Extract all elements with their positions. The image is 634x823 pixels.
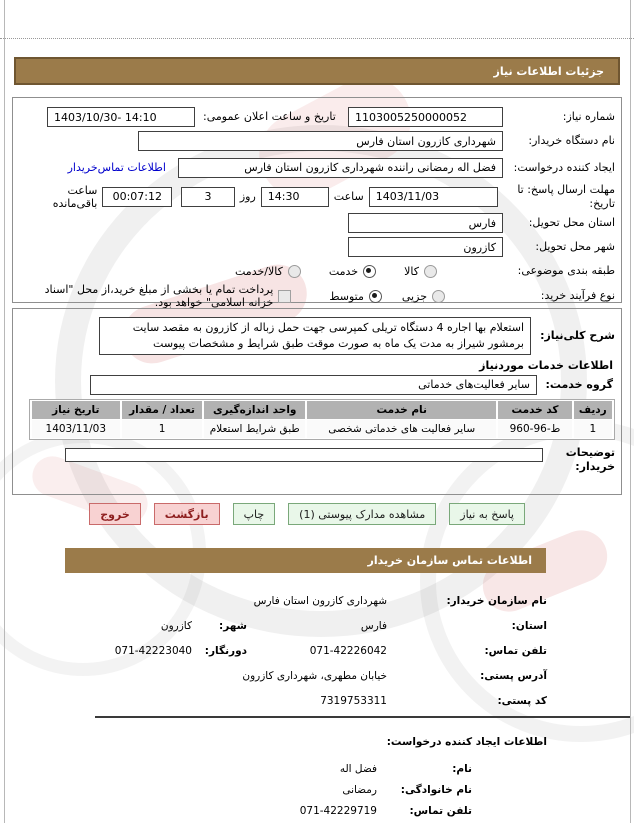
deadline-label: مهلت ارسال پاسخ: تا تاریخ: [517,182,615,210]
services-section [12,308,622,495]
col-need-date: تاریخ نیاز [32,401,120,419]
last-name-label: نام خانوادگی: [400,783,472,796]
announce-datetime-label: تاریخ و ساعت اعلان عمومی: [203,110,336,124]
services-table-header-row [32,401,612,419]
deadline-date-field[interactable]: 1403/11/03 [369,187,498,207]
delivery-province-field[interactable]: فارس [348,213,503,233]
radio-service-icon[interactable] [363,265,376,278]
buyer-org-label: نام دستگاه خریدار: [528,134,615,148]
need-number-label: شماره نیاز: [562,110,615,124]
row-delivery-city [27,235,615,259]
row-address [12,663,622,688]
subject-class-option-service[interactable]: خدمت [329,265,376,278]
cell-row-number: 1 [574,420,612,438]
col-service-name: نام خدمت [307,401,496,419]
address-value: خیابان مطهری، شهرداری کازرون [242,669,387,682]
deadline-hour-label: ساعت [333,190,364,203]
city-label: شهر: [219,619,247,632]
org-name-label: نام سازمان خریدار: [446,594,547,607]
col-unit: واحد اندازه‌گیری [204,401,305,419]
row-postal-code [12,688,622,713]
buyer-notes-label: توضیحات خریدار: [565,445,615,474]
delivery-city-label: شهر محل تحویل: [535,240,615,254]
fax-value: 071-42223040 [114,644,192,657]
action-buttons [100,503,525,525]
need-number-field[interactable]: 1103005250000052 [348,107,503,127]
radio-goods-service-icon[interactable] [288,265,301,278]
postal-code-label: کد پستی: [497,694,547,707]
top-dotted-separator [0,38,634,39]
province-label: استان: [511,619,547,632]
row-first-name [12,758,622,779]
row-buyer-org [27,129,615,153]
buyer-notes-field[interactable] [65,448,543,462]
first-name-label: نام: [452,762,472,775]
section-header-need-details [14,57,620,85]
cell-unit: طبق شرایط استعلام [204,420,305,438]
delivery-province-label: استان محل تحویل: [528,216,615,230]
cell-service-code: ط-96-960 [498,420,571,438]
phone-label: تلفن تماس: [484,644,547,657]
row-subject-class [27,259,615,283]
org-name-value: شهرداری کازرون استان فارس [253,594,387,607]
creator-phone-label: تلفن تماس: [409,804,472,817]
creator-phone-value: 071-42229719 [299,804,377,817]
row-request-creator [27,153,615,182]
purchase-process-label: نوع فرآیند خرید: [540,289,615,303]
row-delivery-province [27,211,615,235]
buyer-contact-block [12,588,622,713]
row-deadline [27,182,615,211]
service-group-field[interactable]: سایر فعالیت‌های خدماتی [90,375,537,395]
subject-class-option-goods-service[interactable]: کالا/خدمت [235,265,301,278]
row-org-name [12,588,622,613]
respond-button[interactable]: پاسخ به نیاز [449,503,525,525]
phone-value: 071-42226042 [309,644,387,657]
row-province-city [12,613,622,638]
cell-service-name: سایر فعالیت های خدماتی شخصی [307,420,496,438]
delivery-city-field[interactable]: کازرون [348,237,503,257]
need-description-field[interactable]: استعلام بها اجاره 4 دستگاه تریلی کمپرسی جهت حمل زباله از کازرون به مقصد سایت برمشور شیراز به مدت یک ماه به صورت موقت طبق شرایط و مشخصات پیوست [99,317,531,355]
treasury-checkbox-option[interactable]: پرداخت تمام یا بخشی از مبلغ خرید،از محل "اسناد خزانه اسلامی" خواهد بود. [27,283,291,309]
postal-code-value: 7319753311 [320,694,387,707]
cell-quantity: 1 [122,420,203,438]
row-phone-fax [12,638,622,663]
creator-info-heading: اطلاعات ایجاد کننده درخواست: [386,736,547,748]
service-group-label: گروه خدمت: [545,378,613,392]
subject-class-option-goods[interactable]: کالا [404,265,437,278]
row-last-name [12,779,622,800]
deadline-time-field[interactable]: 14:30 [261,187,329,207]
cell-need-date: 1403/11/03 [32,420,120,438]
back-button[interactable]: بازگشت [154,503,220,525]
first-name-value: فضل اله [339,762,377,775]
announce-datetime-field[interactable]: 1403/10/30- 14:10 [47,107,195,127]
creator-info-block [12,736,622,821]
buyer-org-field[interactable]: شهرداری کازرون استان فارس [138,131,503,151]
row-need-number [27,105,615,129]
purchase-process-option-minor[interactable]: جزیی [402,290,445,303]
services-table [29,399,615,440]
col-row-number: ردیف [574,401,612,419]
request-creator-label: ایجاد کننده درخواست: [513,160,615,174]
need-details-title: جزئیات اطلاعات نیاز [493,64,604,78]
province-value: فارس [360,619,387,632]
exit-button[interactable]: خروج [89,503,141,525]
deadline-remaining-label: ساعت باقی‌مانده [52,183,98,210]
table-row [32,420,612,438]
section-header-buyer-contact [65,548,546,573]
buyer-contact-link[interactable]: اطلاعات تماس‌خریدار [67,161,166,174]
purchase-process-option-medium[interactable]: متوسط [329,290,382,303]
last-name-value: رمضانی [342,783,377,796]
row-creator-phone [12,800,622,821]
buyer-contact-title: اطلاعات تماس سازمان خریدار [367,554,532,567]
section-divider [95,716,630,718]
radio-medium-icon[interactable] [369,290,382,303]
row-purchase-process [27,283,615,309]
col-quantity: تعداد / مقدار [122,401,203,419]
request-creator-field[interactable]: فضل اله رمضانی راننده شهرداری کازرون استان فارس [178,158,503,178]
need-description-label: شرح کلی‌نیاز: [540,329,615,343]
radio-minor-icon[interactable] [432,290,445,303]
deadline-days-field[interactable]: 3 [181,187,235,207]
city-value: کازرون [160,619,192,632]
services-heading: اطلاعات خدمات موردنیاز [479,358,613,372]
address-label: آدرس پستی: [480,669,547,682]
radio-goods-icon[interactable] [424,265,437,278]
fax-label: دورنگار: [204,644,247,657]
print-button[interactable]: چاپ [233,503,276,525]
deadline-day-label: روز [239,190,256,203]
subject-class-label: طبقه بندی موضوعی: [517,264,615,278]
deadline-remaining-field: 00:07:12 [102,187,172,207]
view-docs-button[interactable]: مشاهده مدارک پیوستی (1) [288,503,436,525]
need-info-section [12,97,622,309]
treasury-checkbox-icon[interactable] [278,290,291,303]
col-service-code: کد خدمت [498,401,571,419]
